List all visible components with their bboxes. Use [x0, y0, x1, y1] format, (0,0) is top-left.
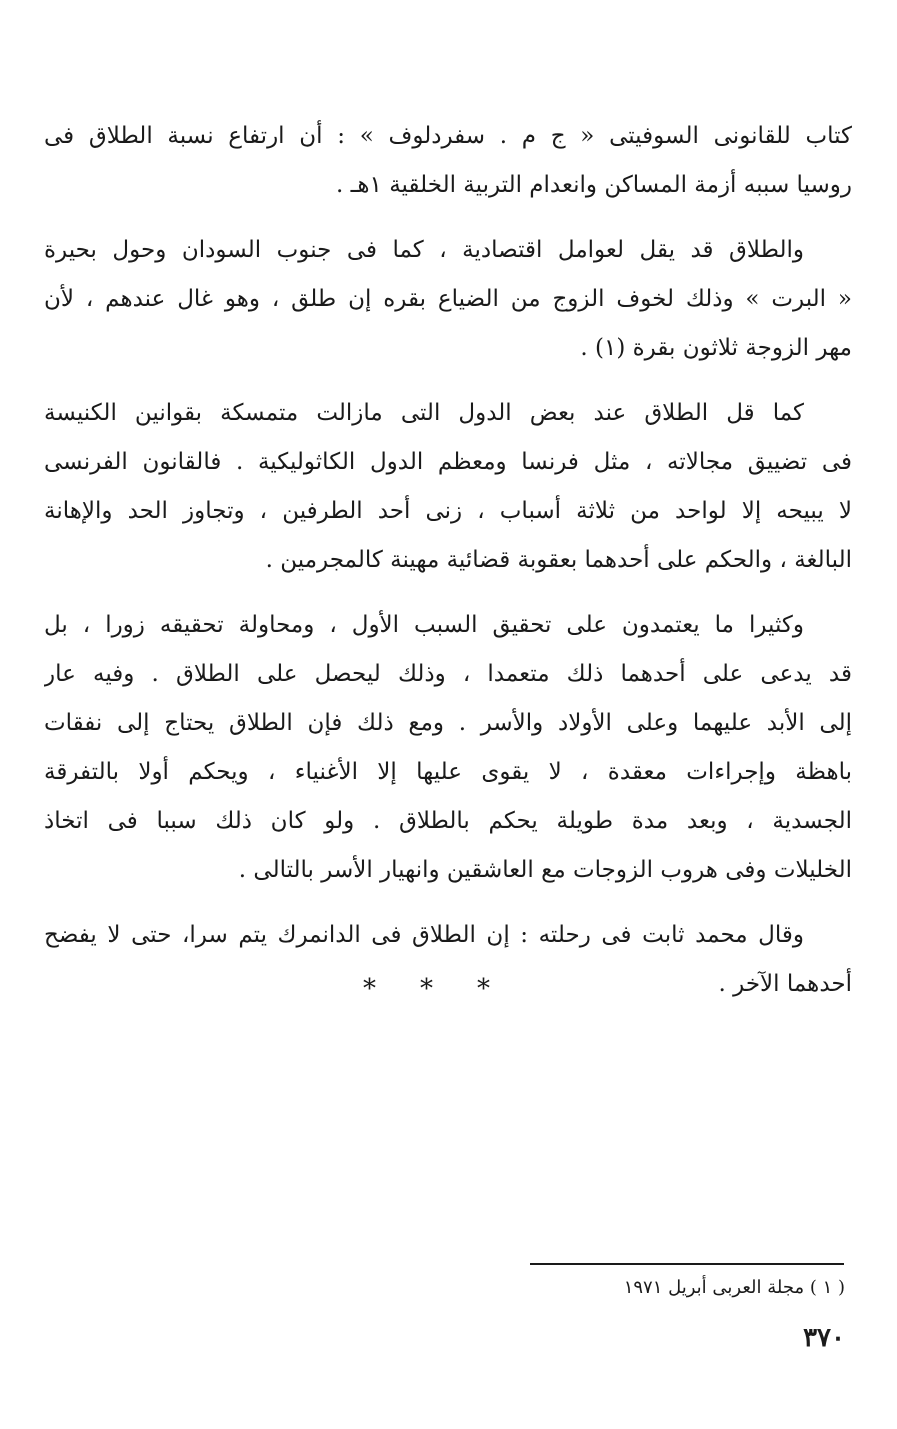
paragraph-1 — [44, 112, 852, 210]
section-separator — [0, 974, 897, 1004]
text-line: لا يبيحه إلا لواحد من ثلاثة أسباب ، زنى أحد الطرفين ، وتجاوز الحد والإهانة — [44, 498, 852, 524]
text-line: قد يدعى على أحدهما ذلك متعمدا ، وذلك ليحصل على الطلاق . وفيه عار — [44, 661, 852, 687]
text-line: كتاب للقانونى السوفيتى « ج م . سفردلوف » : أن ارتفاع نسبة الطلاق فى — [44, 123, 852, 149]
text-line: الجسدية ، وبعد مدة طويلة يحكم بالطلاق . ولو كان ذلك سببا فى اتخاذ — [44, 808, 852, 834]
text-line: روسيا سببه أزمة المساكن وانعدام التربية الخلقية ١هـ . — [336, 172, 852, 198]
text-line: والطلاق قد يقل لعوامل اقتصادية ، كما فى جنوب السودان وحول بحيرة — [44, 237, 804, 263]
paragraph-3 — [44, 389, 852, 585]
asterisk-icon: * — [477, 974, 534, 1004]
text-line: فى تضييق مجالاته ، مثل فرنسا ومعظم الدول الكاثوليكية . فالقانون الفرنسى — [44, 449, 852, 475]
paragraph-2 — [44, 226, 852, 373]
text-line: أحدهما الآخر . — [718, 971, 852, 997]
text-line: كما قل الطلاق عند بعض الدول التى مازالت متمسكة بقوانين الكنيسة — [44, 400, 804, 426]
body-text — [44, 112, 852, 1025]
text-line: البالغة ، والحكم على أحدهما بعقوبة قضائية مهينة كالمجرمين . — [265, 547, 852, 573]
text-line: وقال محمد ثابت فى رحلته : إن الطلاق فى الدانمرك يتم سرا، حتى لا يفضح — [44, 922, 804, 948]
text-line: « البرت » وذلك لخوف الزوج من الضياع بقره إن طلق ، وهو غال عندهم ، لأن — [44, 286, 852, 312]
text-line: إلى الأبد عليهما وعلى الأولاد والأسر . ومع ذلك فإن الطلاق يحتاج إلى نفقات — [44, 710, 852, 736]
footnote: ( ١ ) مجلة العربى أبريل ١٩٧١ — [623, 1277, 845, 1298]
paragraph-4 — [44, 601, 852, 895]
asterisk-icon: * — [363, 974, 420, 1004]
text-line: مهر الزوجة ثلاثون بقرة (١) . — [580, 335, 852, 361]
text-line: وكثيرا ما يعتمدون على تحقيق السبب الأول ، ومحاولة تحقيقه زورا ، بل — [44, 612, 804, 638]
page-number: ٣٧٠ — [803, 1323, 845, 1353]
asterisk-icon: * — [420, 974, 477, 1004]
text-line: الخليلات وفى هروب الزوجات مع العاشقين وانهيار الأسر بالتالى . — [238, 857, 852, 883]
footnote-divider — [530, 1263, 844, 1265]
text-line: باهظة وإجراءات معقدة ، لا يقوى عليها إلا الأغنياء ، ويحكم أولا بالتفرقة — [44, 759, 852, 785]
